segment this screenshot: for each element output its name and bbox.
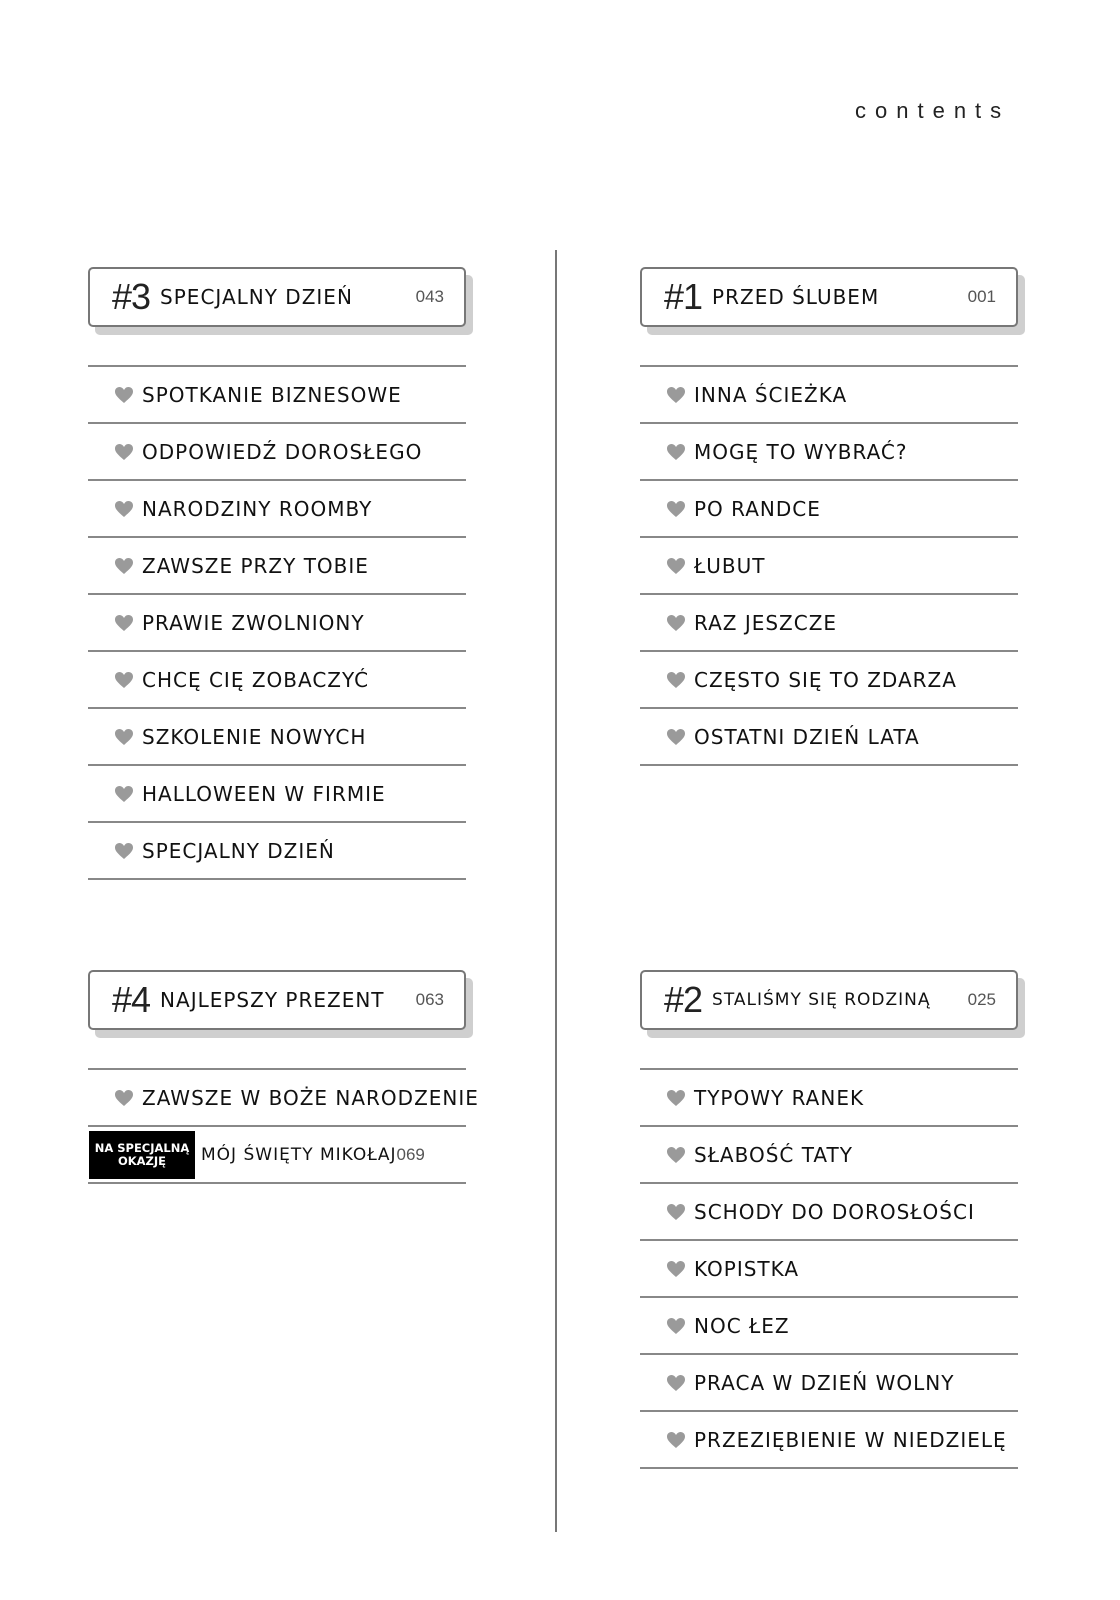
heart-icon [114, 386, 134, 404]
special-episode-title: MÓJ ŚWIĘTY MIKOŁAJ [201, 1144, 397, 1165]
episode-item[interactable] [640, 652, 1018, 709]
episode-title: MOGĘ TO WYBRAĆ? [694, 439, 908, 464]
episode-item[interactable] [640, 481, 1018, 538]
episode-title: HALLOWEEN W FIRMIE [142, 781, 386, 806]
heart-icon [114, 500, 134, 518]
chapter-number: #4 [112, 979, 151, 1020]
episode-title: ZAWSZE PRZY TOBIE [142, 553, 369, 578]
heart-icon [666, 728, 686, 746]
special-badge: NA SPECJALNĄ OKAZJĘ [89, 1131, 195, 1179]
episode-title: PRACA W DZIEŃ WOLNY [694, 1370, 955, 1395]
episode-title: CZĘSTO SIĘ TO ZDARZA [694, 667, 957, 692]
contents-title: contents [855, 98, 1011, 123]
episode-item[interactable] [640, 1127, 1018, 1184]
episode-title: INNA ŚCIEŻKA [694, 382, 848, 407]
episode-item[interactable] [640, 709, 1018, 766]
heart-icon [666, 1260, 686, 1278]
episode-title: PRAWIE ZWOLNIONY [142, 610, 365, 635]
episode-item[interactable] [88, 538, 466, 595]
chapter-section [640, 970, 1018, 1469]
chapter-header[interactable] [88, 267, 466, 327]
episode-item[interactable] [640, 595, 1018, 652]
heart-icon [666, 500, 686, 518]
episode-item[interactable] [640, 538, 1018, 595]
chapter-section [88, 970, 479, 1184]
heart-icon [666, 1431, 686, 1449]
heart-icon [114, 443, 134, 461]
heart-icon [666, 671, 686, 689]
chapter-page: 063 [415, 990, 444, 1009]
episode-item[interactable] [640, 1184, 1018, 1241]
episode-item[interactable] [640, 424, 1018, 481]
heart-icon [666, 1374, 686, 1392]
chapter-title: NAJLEPSZY PREZENT [160, 988, 385, 1012]
heart-icon [666, 1203, 686, 1221]
episode-title: SZKOLENIE NOWYCH [142, 724, 367, 749]
chapter-number: #2 [664, 979, 703, 1020]
special-episode-item[interactable] [88, 1127, 466, 1184]
episode-title: NOC ŁEZ [694, 1313, 790, 1338]
episode-list [88, 1068, 479, 1184]
heart-icon [666, 1089, 686, 1107]
episode-item[interactable] [640, 367, 1018, 424]
episode-title: SŁABOŚĆ TATY [694, 1142, 853, 1167]
heart-icon [114, 614, 134, 632]
episode-title: SPECJALNY DZIEŃ [142, 838, 335, 863]
episode-title: SCHODY DO DOROSŁOŚCI [694, 1199, 975, 1224]
episode-list [88, 365, 466, 880]
chapter-section [88, 267, 466, 880]
episode-list [640, 365, 1018, 766]
episode-title: PRZEZIĘBIENIE W NIEDZIELĘ [694, 1427, 1007, 1452]
episode-title: ODPOWIEDŹ DOROSŁEGO [142, 439, 423, 464]
chapter-number: #1 [664, 276, 703, 317]
episode-item[interactable] [88, 481, 466, 538]
episode-item[interactable] [640, 1412, 1018, 1469]
chapter-header[interactable] [88, 970, 466, 1030]
episode-title: TYPOWY RANEK [694, 1085, 865, 1110]
episode-item[interactable] [640, 1355, 1018, 1412]
chapter-title: PRZED ŚLUBEM [712, 285, 880, 309]
chapter-page: 025 [967, 990, 996, 1009]
chapter-section [640, 267, 1018, 766]
episode-item[interactable] [640, 1241, 1018, 1298]
chapter-title: SPECJALNY DZIEŃ [160, 285, 353, 309]
episode-title: PO RANDCE [694, 496, 821, 521]
episode-item[interactable] [640, 1070, 1018, 1127]
heart-icon [114, 842, 134, 860]
episode-title: SPOTKANIE BIZNESOWE [142, 382, 402, 407]
heart-icon [114, 785, 134, 803]
episode-title: KOPISTKA [694, 1256, 800, 1281]
episode-item[interactable] [88, 367, 466, 424]
chapter-title: STALIŚMY SIĘ RODZINĄ [712, 990, 931, 1010]
episode-item[interactable] [88, 766, 466, 823]
episode-item[interactable] [88, 823, 466, 880]
heart-icon [666, 443, 686, 461]
episode-title: NARODZINY ROOMBY [142, 496, 373, 521]
episode-item[interactable] [88, 1070, 479, 1127]
chapter-page: 043 [415, 287, 444, 306]
heart-icon [666, 614, 686, 632]
episode-title: ZAWSZE W BOŻE NARODZENIE [142, 1085, 479, 1110]
episode-item[interactable] [88, 595, 466, 652]
heart-icon [114, 728, 134, 746]
episode-title: CHCĘ CIĘ ZOBACZYĆ [142, 667, 370, 692]
episode-item[interactable] [88, 709, 466, 766]
heart-icon [666, 557, 686, 575]
episode-item[interactable] [88, 652, 466, 709]
heart-icon [666, 1317, 686, 1335]
chapter-number: #3 [112, 276, 151, 317]
episode-title: ŁUBUT [694, 553, 766, 578]
chapter-header[interactable] [640, 970, 1018, 1030]
episode-item[interactable] [640, 1298, 1018, 1355]
heart-icon [666, 386, 686, 404]
heart-icon [114, 1089, 134, 1107]
chapter-page: 001 [967, 287, 996, 306]
episode-title: RAZ JESZCZE [694, 610, 838, 635]
episode-title: OSTATNI DZIEŃ LATA [694, 724, 920, 749]
special-episode-page: 069 [396, 1144, 425, 1164]
episode-item[interactable] [88, 424, 466, 481]
chapter-header[interactable] [640, 267, 1018, 327]
episode-list [640, 1068, 1018, 1469]
heart-icon [114, 557, 134, 575]
column-divider [555, 250, 557, 1532]
heart-icon [114, 671, 134, 689]
heart-icon [666, 1146, 686, 1164]
